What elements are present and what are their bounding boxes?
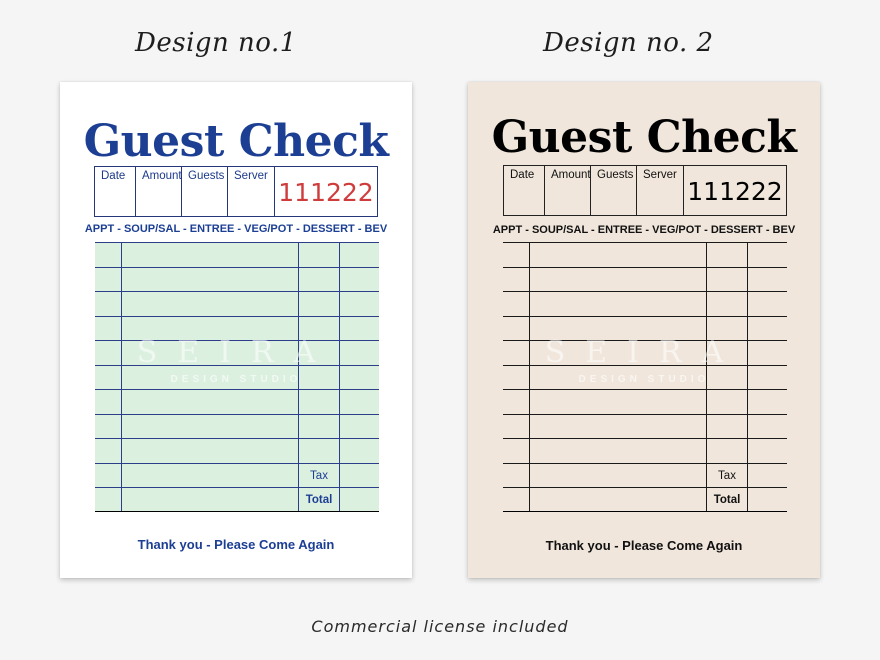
course-header: APPT - SOUP/SAL - ENTREE - VEG/POT - DESSERT - BEV (492, 224, 796, 236)
order-grid (503, 242, 787, 512)
order-row (95, 242, 379, 267)
watermark-main: SEIRA (136, 335, 336, 370)
order-row (503, 389, 787, 414)
order-row (95, 316, 379, 341)
guests-field: Guests (182, 167, 228, 216)
order-row (95, 438, 379, 463)
date-field: Date (95, 167, 136, 216)
info-box (94, 166, 378, 217)
tax-label: Tax (718, 469, 736, 482)
watermark-sub: DESIGN STUDIO (578, 374, 710, 385)
guest-check-design-1 (60, 82, 412, 578)
design-2-label: Design no. 2 (543, 28, 714, 58)
order-row (503, 340, 787, 365)
amount-field: Amount (545, 166, 591, 215)
total-row (503, 487, 787, 512)
watermark-main: SEIRA (544, 335, 744, 370)
tax-row (503, 463, 787, 488)
course-header: APPT - SOUP/SAL - ENTREE - VEG/POT - DESSERT - BEV (84, 223, 388, 235)
date-field: Date (504, 166, 545, 215)
total-label: Total (713, 494, 741, 506)
total-label: Total (305, 494, 333, 506)
order-grid (95, 242, 379, 512)
check-number: 111222 (687, 177, 783, 206)
order-row (503, 414, 787, 439)
order-row (503, 291, 787, 316)
order-row (503, 267, 787, 292)
order-row (95, 389, 379, 414)
order-row (503, 438, 787, 463)
info-box (503, 165, 787, 216)
thank-you-text: Thank you - Please Come Again (137, 537, 335, 552)
guest-check-design-2 (468, 82, 820, 578)
watermark-sub: DESIGN STUDIO (170, 374, 302, 385)
check-title: Guest Check (83, 116, 389, 167)
license-note: Commercial license included (311, 617, 569, 636)
order-row (503, 365, 787, 390)
order-row (95, 365, 379, 390)
order-row (95, 267, 379, 292)
order-row (95, 340, 379, 365)
check-title: Guest Check (491, 112, 797, 163)
order-row (503, 242, 787, 267)
tax-row (95, 463, 379, 488)
check-number: 111222 (278, 178, 374, 207)
total-row (95, 487, 379, 512)
order-row (95, 291, 379, 316)
amount-field: Amount (136, 167, 182, 216)
guests-field: Guests (591, 166, 637, 215)
order-row (95, 414, 379, 439)
server-field: Server (637, 166, 684, 215)
order-row (503, 316, 787, 341)
design-1-label: Design no.1 (135, 28, 297, 58)
server-field: Server (228, 167, 275, 216)
tax-label: Tax (310, 469, 328, 482)
thank-you-text: Thank you - Please Come Again (545, 538, 743, 553)
